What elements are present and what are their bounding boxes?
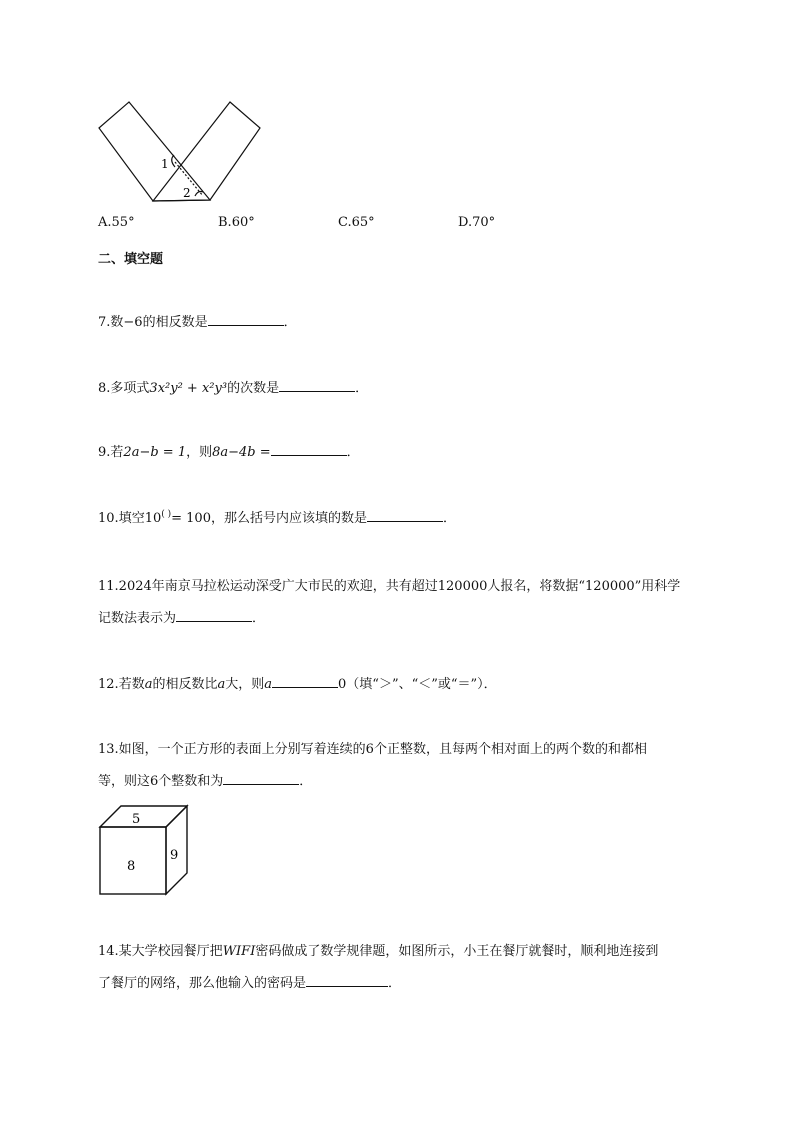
question-7: 7.数−6的相反数是 ． (98, 308, 297, 338)
question-13: 13.如图，一个正方形的表面上分别写着连续的6个正整数，且每两个相对面上的两个数的和都相 等，则这6个整数和为 ． (98, 742, 647, 789)
question-14: 14.某大学校园餐厅把WIFI密码做成了数学规律题，如图所示，小王在餐厅就餐时，顺利地连接到 了餐厅的网络，那么他输入的密码是 ． (98, 944, 659, 991)
answer-blank[interactable] (208, 311, 284, 326)
option-a: A.55° (98, 215, 135, 230)
cube-right-number: 9 (170, 848, 179, 863)
angle2-label: 2 (183, 186, 191, 200)
angle1-label: 1 (161, 157, 169, 171)
question-8: 8.多项式3x²y² + x²y³的次数是 ． (98, 374, 368, 404)
answer-blank[interactable] (367, 507, 443, 522)
right-strip (153, 102, 260, 201)
question-9: 9.若2a−b = 1，则8a−4b = ． (98, 438, 360, 468)
left-strip (99, 102, 210, 201)
option-b: B.60° (218, 215, 255, 230)
answer-blank[interactable] (176, 607, 252, 622)
folded-strip-figure (95, 100, 265, 210)
answer-blank[interactable] (306, 972, 388, 987)
answer-blank[interactable] (272, 673, 338, 688)
question-12: 12.若数a的相反数比a大，则a 0（填“＞”、“＜”或“＝”）． (98, 670, 497, 700)
cube-top-face (100, 806, 187, 827)
answer-blank[interactable] (279, 377, 355, 392)
option-c: C.65° (338, 215, 375, 230)
cube-top-number: 5 (132, 812, 141, 827)
cube-front-number: 8 (127, 859, 136, 874)
question-10: 10.填空10( )= 100，那么括号内应该填的数是 ． (98, 504, 456, 534)
answer-blank[interactable] (271, 441, 347, 456)
question-11: 11.2024年南京马拉松运动深受广大市民的欢迎，共有超过120000人报名，将数据“120000”用科学 记数法表示为 ． (98, 579, 681, 626)
cube-figure (95, 803, 195, 899)
option-d: D.70° (458, 215, 496, 230)
section-title: 二、填空题 (98, 252, 164, 267)
exponent-paren: ( ) (161, 509, 172, 520)
answer-blank[interactable] (223, 770, 299, 785)
polynomial-expr: 3x²y² + x²y³ (149, 381, 228, 396)
